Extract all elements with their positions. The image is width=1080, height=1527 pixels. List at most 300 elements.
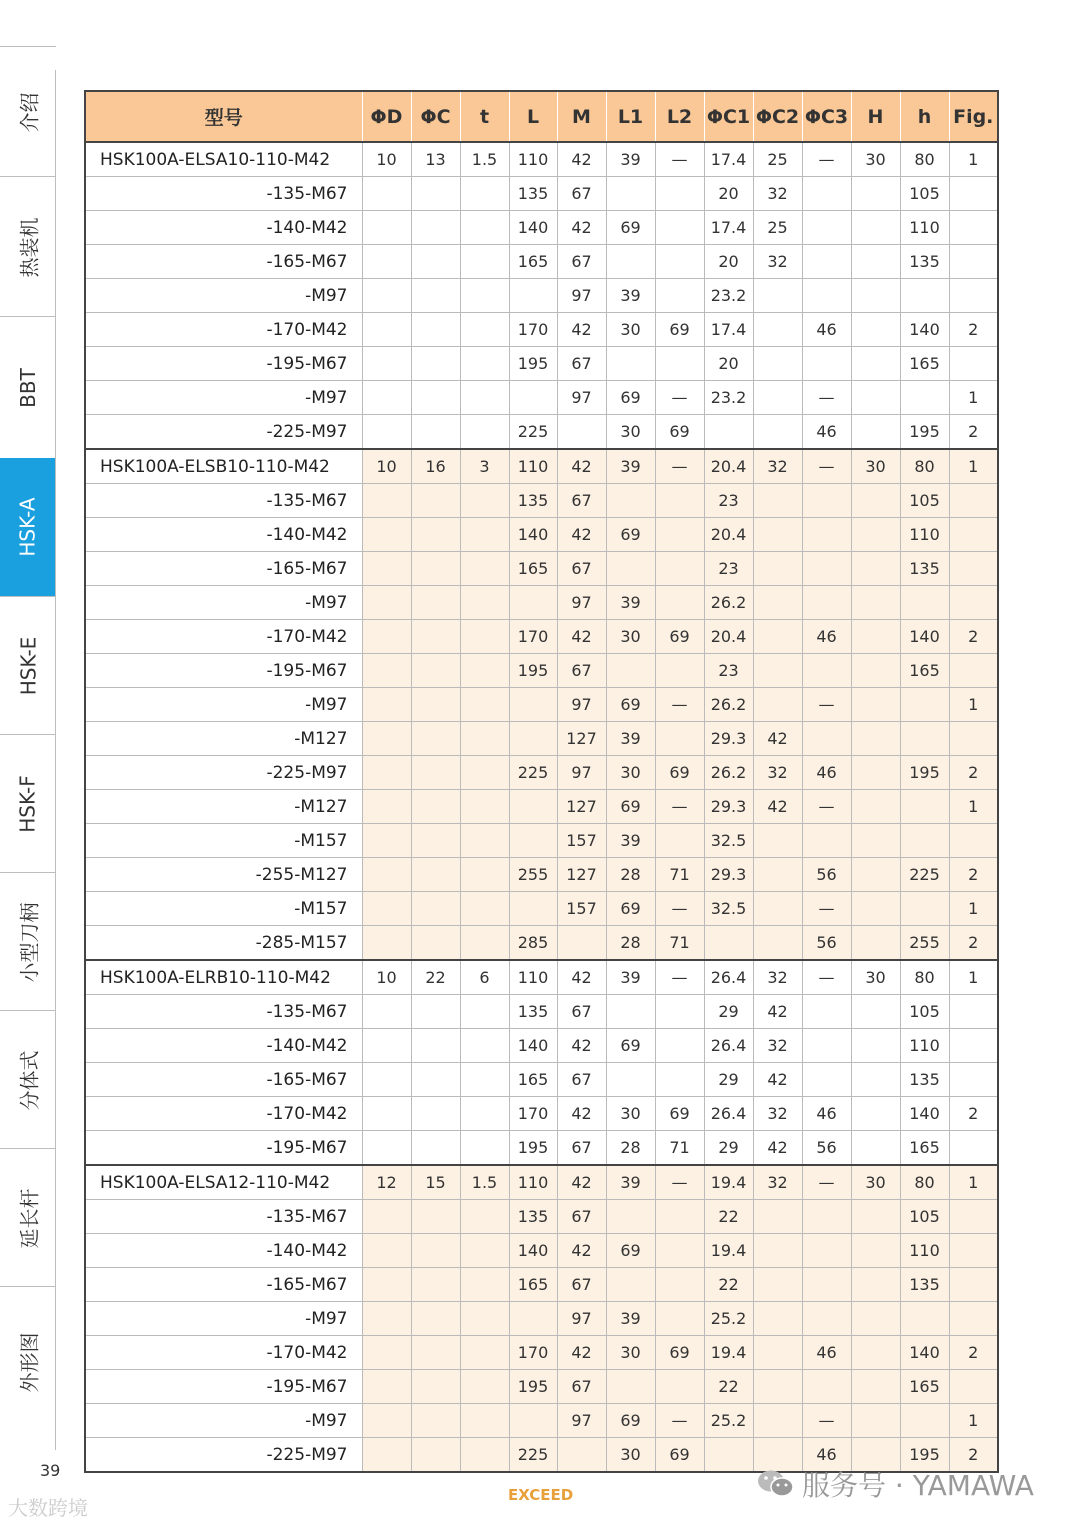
cell-fig: 1 [949,892,998,926]
cell-fig: 1 [949,688,998,722]
cell-h [900,892,949,926]
header-phi-c2: ΦC2 [753,91,802,142]
cell-l1 [606,177,655,211]
cell-d [362,995,411,1029]
cell-l1: 69 [606,381,655,415]
cell-h [851,279,900,313]
cell-l1: 39 [606,142,655,177]
cell-d [362,279,411,313]
cell-m [557,926,606,961]
tab-7[interactable] [0,1010,56,1149]
cell-model: HSK100A-ELSB10-110-M42 [85,449,362,484]
cell-l: 110 [509,960,557,995]
cell-model: -195-M67 [85,1131,362,1166]
cell-h [851,1200,900,1234]
cell-t: 3 [460,449,509,484]
cell-c [411,824,460,858]
cell-h: 135 [900,245,949,279]
cell-c3: — [802,381,851,415]
cell-l: 225 [509,756,557,790]
cell-l1 [606,245,655,279]
cell-l1: 30 [606,620,655,654]
tab-0[interactable] [0,46,56,177]
cell-l1: 69 [606,1404,655,1438]
cell-t [460,824,509,858]
cell-c3: 56 [802,858,851,892]
tab-label: 小型刀柄 [17,902,42,982]
cell-model: -285-M157 [85,926,362,961]
cell-model: -195-M67 [85,1370,362,1404]
cell-l1: 69 [606,1234,655,1268]
cell-t [460,177,509,211]
cell-t [460,381,509,415]
cell-m: 42 [557,1234,606,1268]
cell-fig [949,518,998,552]
cell-c1: 20.4 [704,620,753,654]
cell-c1: 22 [704,1200,753,1234]
cell-c [411,756,460,790]
cell-l2 [655,586,704,620]
cell-m: 67 [557,1131,606,1166]
cell-h [851,177,900,211]
cell-d [362,926,411,961]
cell-l2: 69 [655,1438,704,1473]
cell-c2: 32 [753,1029,802,1063]
cell-m: 67 [557,1063,606,1097]
cell-t [460,1063,509,1097]
cell-c3: — [802,142,851,177]
cell-fig: 2 [949,926,998,961]
cell-c [411,1234,460,1268]
cell-t [460,518,509,552]
cell-l: 195 [509,347,557,381]
cell-h [851,552,900,586]
cell-l: 140 [509,1029,557,1063]
cell-c [411,1097,460,1131]
cell-c1: 32.5 [704,824,753,858]
cell-h [851,245,900,279]
cell-c1: 23 [704,552,753,586]
tab-label: 延长杆 [17,1188,42,1248]
table-row [85,211,998,245]
cell-d [362,688,411,722]
cell-l2 [655,347,704,381]
cell-fig [949,1131,998,1166]
tab-label: BBT [15,368,40,408]
cell-c2 [753,586,802,620]
table-row [85,756,998,790]
cell-c3 [802,347,851,381]
cell-model: -M127 [85,722,362,756]
cell-c [411,1063,460,1097]
cell-l1: 39 [606,279,655,313]
cell-h: 80 [900,1165,949,1200]
table-row [85,381,998,415]
cell-fig [949,1200,998,1234]
wechat-icon [756,1468,796,1500]
cell-c [411,858,460,892]
cell-h [851,824,900,858]
cell-h: 225 [900,858,949,892]
cell-h [851,1268,900,1302]
cell-model: -M157 [85,892,362,926]
cell-l1: 30 [606,1097,655,1131]
cell-c2 [753,1336,802,1370]
cell-l: 170 [509,1097,557,1131]
cell-m: 67 [557,1268,606,1302]
cell-c2 [753,1404,802,1438]
cell-c1: 17.4 [704,142,753,177]
cell-c2 [753,926,802,961]
cell-c [411,518,460,552]
cell-c [411,211,460,245]
cell-h: 255 [900,926,949,961]
cell-l: 170 [509,313,557,347]
cell-fig: 2 [949,1438,998,1473]
cell-c2: 32 [753,1097,802,1131]
cell-c3: 46 [802,1438,851,1473]
cell-fig [949,824,998,858]
cell-h [900,381,949,415]
cell-c: 16 [411,449,460,484]
cell-model: -225-M97 [85,415,362,450]
cell-d [362,620,411,654]
cell-h [900,586,949,620]
cell-c1: 23 [704,654,753,688]
cell-fig: 1 [949,1404,998,1438]
cell-fig [949,1029,998,1063]
cell-d [362,654,411,688]
cell-c [411,1131,460,1166]
cell-l2 [655,1063,704,1097]
cell-model: -170-M42 [85,313,362,347]
table-row [85,245,998,279]
cell-c3 [802,995,851,1029]
cell-l2 [655,995,704,1029]
cell-model: -135-M67 [85,995,362,1029]
cell-c3: 46 [802,1336,851,1370]
cell-fig [949,722,998,756]
cell-c1: 20 [704,177,753,211]
cell-l1: 39 [606,722,655,756]
cell-m: 67 [557,347,606,381]
cell-m: 127 [557,790,606,824]
cell-h [851,381,900,415]
cell-l1: 69 [606,1029,655,1063]
cell-d [362,415,411,450]
cell-c2: 32 [753,177,802,211]
table-row [85,1165,998,1200]
cell-c1: 25.2 [704,1404,753,1438]
cell-fig: 2 [949,415,998,450]
cell-m: 67 [557,1370,606,1404]
cell-l1: 30 [606,1438,655,1473]
cell-fig: 2 [949,313,998,347]
cell-c3 [802,211,851,245]
cell-l1: 30 [606,313,655,347]
cell-t [460,620,509,654]
cell-c2: 42 [753,1131,802,1166]
tab-label: 介绍 [17,92,42,132]
cell-m: 42 [557,1097,606,1131]
tab-3[interactable] [0,458,56,596]
tab-5[interactable] [0,734,56,873]
cell-l2 [655,279,704,313]
cell-c3: 46 [802,620,851,654]
table-row [85,1370,998,1404]
cell-c2 [753,620,802,654]
cell-l2: — [655,790,704,824]
tab-label: HSK-A [16,497,40,557]
cell-t [460,1438,509,1473]
cell-d [362,722,411,756]
cell-l2 [655,824,704,858]
cell-fig: 2 [949,858,998,892]
cell-c3: — [802,892,851,926]
cell-t [460,1404,509,1438]
cell-m: 127 [557,722,606,756]
cell-c2: 32 [753,960,802,995]
cell-h [900,824,949,858]
cell-c: 22 [411,960,460,995]
cell-h: 30 [851,1165,900,1200]
cell-d: 12 [362,1165,411,1200]
cell-h [851,1097,900,1131]
table-row [85,177,998,211]
cell-h: 30 [851,960,900,995]
cell-c3: 46 [802,415,851,450]
cell-model: HSK100A-ELRB10-110-M42 [85,960,362,995]
tab-1[interactable] [0,176,56,317]
cell-c3 [802,824,851,858]
cell-c [411,892,460,926]
cell-c [411,1302,460,1336]
cell-l2 [655,211,704,245]
cell-d: 10 [362,960,411,995]
header-phi-c1: ΦC1 [704,91,753,142]
cell-l: 195 [509,1131,557,1166]
table-row [85,824,998,858]
cell-h [851,722,900,756]
cell-c1: 29.3 [704,858,753,892]
cell-l2: — [655,1404,704,1438]
cell-l2 [655,722,704,756]
tab-4[interactable] [0,596,56,735]
tab-8[interactable] [0,1148,56,1287]
cell-l: 135 [509,177,557,211]
cell-fig: 2 [949,756,998,790]
cell-fig [949,995,998,1029]
cell-c2 [753,1200,802,1234]
cell-c1: 22 [704,1268,753,1302]
cell-c2 [753,415,802,450]
cell-d [362,245,411,279]
cell-model: -140-M42 [85,518,362,552]
cell-m: 97 [557,586,606,620]
cell-c3 [802,1200,851,1234]
cell-h [851,1302,900,1336]
cell-fig [949,177,998,211]
cell-d [362,892,411,926]
cell-c1: 20 [704,347,753,381]
cell-d [362,756,411,790]
cell-l1: 30 [606,1336,655,1370]
cell-l [509,824,557,858]
cell-t [460,313,509,347]
cell-c3 [802,484,851,518]
cell-l2: — [655,960,704,995]
cell-h [900,1404,949,1438]
cell-l: 140 [509,1234,557,1268]
cell-h [851,415,900,450]
cell-t [460,415,509,450]
tab-label: HSK-F [16,775,41,833]
cell-t [460,484,509,518]
cell-c1: 29 [704,1063,753,1097]
cell-c2: 32 [753,756,802,790]
cell-m: 42 [557,960,606,995]
cell-h [851,484,900,518]
cell-t [460,1370,509,1404]
cell-l: 140 [509,211,557,245]
cell-d [362,1336,411,1370]
cell-c1: 29 [704,1131,753,1166]
cell-c1: 23.2 [704,279,753,313]
cell-c3: 46 [802,313,851,347]
cell-l: 135 [509,1200,557,1234]
cell-l2 [655,1200,704,1234]
cell-c1: 20.4 [704,449,753,484]
cell-c [411,926,460,961]
table-row [85,1029,998,1063]
cell-model: -165-M67 [85,552,362,586]
cell-fig [949,1063,998,1097]
cell-l1: 30 [606,756,655,790]
cell-c2: 42 [753,1063,802,1097]
header-fig: Fig. [949,91,998,142]
table-row [85,552,998,586]
cell-t [460,722,509,756]
cell-c2 [753,347,802,381]
cell-c2 [753,313,802,347]
table-row [85,892,998,926]
cell-d [362,1097,411,1131]
cell-c3 [802,722,851,756]
cell-d [362,1302,411,1336]
cell-model: -225-M97 [85,1438,362,1473]
header-t: t [460,91,509,142]
cell-fig [949,654,998,688]
cell-c [411,347,460,381]
header-phi-d: ΦD [362,91,411,142]
cell-d [362,313,411,347]
cell-c2 [753,688,802,722]
tab-6[interactable] [0,872,56,1011]
cell-model: -165-M67 [85,1268,362,1302]
cell-c3: — [802,960,851,995]
cell-c3: — [802,1165,851,1200]
cell-m: 127 [557,858,606,892]
spec-table [84,90,999,1473]
cell-m: 42 [557,313,606,347]
cell-model: -165-M67 [85,245,362,279]
cell-c [411,313,460,347]
cell-model: -M97 [85,381,362,415]
cell-l: 110 [509,1165,557,1200]
cell-d [362,177,411,211]
header-phi-c: ΦC [411,91,460,142]
cell-c1: 26.4 [704,1029,753,1063]
cell-c [411,279,460,313]
cell-h: 135 [900,1268,949,1302]
cell-d [362,1063,411,1097]
cell-fig [949,1268,998,1302]
cell-c [411,688,460,722]
table-row [85,449,998,484]
cell-model: -140-M42 [85,1234,362,1268]
cell-l2: — [655,892,704,926]
cell-d: 10 [362,142,411,177]
cell-c2: 25 [753,142,802,177]
cell-l2: 71 [655,858,704,892]
watermark-right [756,1464,1034,1504]
section-tab-rail [0,46,56,1446]
cell-m: 67 [557,995,606,1029]
cell-h: 105 [900,484,949,518]
cell-d [362,1234,411,1268]
cell-model: -170-M42 [85,1336,362,1370]
table-row [85,1336,998,1370]
cell-l2: — [655,449,704,484]
table-row [85,926,998,961]
cell-c2: 25 [753,211,802,245]
header-model: 型号 [85,91,362,142]
table-row [85,995,998,1029]
cell-fig [949,586,998,620]
cell-c2 [753,1370,802,1404]
cell-h [851,654,900,688]
cell-fig [949,552,998,586]
tab-9[interactable] [0,1286,56,1437]
cell-t [460,1302,509,1336]
cell-l2: — [655,688,704,722]
cell-fig [949,245,998,279]
cell-h [851,995,900,1029]
tab-2[interactable] [0,316,56,459]
table-row [85,313,998,347]
cell-m: 157 [557,824,606,858]
cell-t [460,552,509,586]
cell-h [851,1063,900,1097]
cell-m: 97 [557,1404,606,1438]
cell-c3: — [802,790,851,824]
cell-l2 [655,552,704,586]
cell-model: HSK100A-ELSA10-110-M42 [85,142,362,177]
cell-h [851,586,900,620]
cell-model: -195-M67 [85,347,362,381]
cell-d [362,858,411,892]
table-row [85,1131,998,1166]
cell-c3: 46 [802,1097,851,1131]
cell-l: 110 [509,449,557,484]
cell-h [900,279,949,313]
table-row [85,1063,998,1097]
cell-l2: 69 [655,620,704,654]
cell-d [362,518,411,552]
tab-label: 分体式 [17,1050,42,1110]
cell-c3 [802,279,851,313]
header-m: M [557,91,606,142]
